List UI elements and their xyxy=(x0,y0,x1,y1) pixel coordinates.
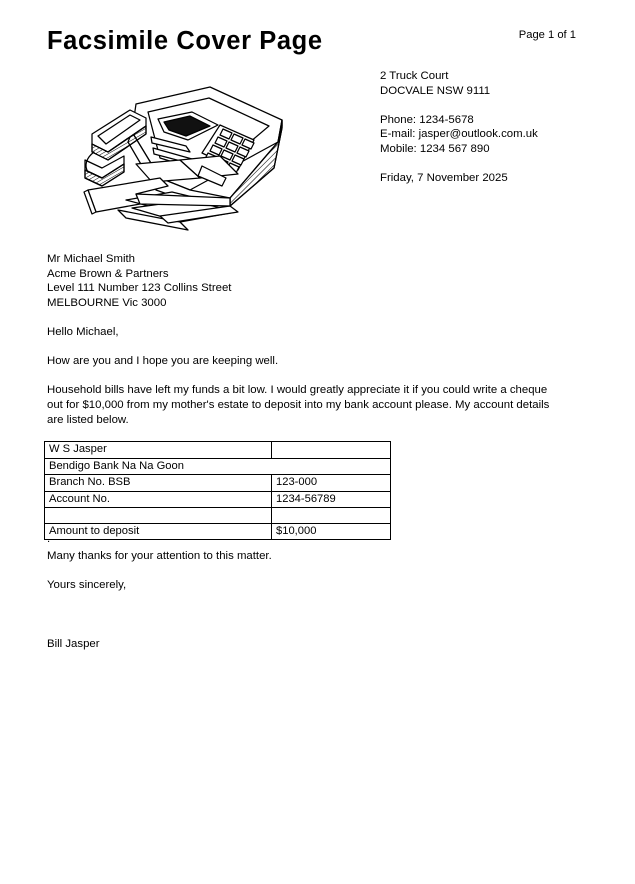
recipient-city-state-postcode: MELBOURNE Vic 3000 xyxy=(47,296,167,309)
body-paragraph-3: Many thanks for your attention to this matter. xyxy=(47,550,272,562)
letter-closing xyxy=(47,549,467,607)
sender-address-block xyxy=(380,69,610,186)
table-cell-label: Amount to deposit xyxy=(45,523,272,540)
recipient-name: Mr Michael Smith xyxy=(47,253,135,265)
table-cell-label: Bendigo Bank Na Na Goon xyxy=(45,458,272,475)
spacer xyxy=(380,98,610,113)
recipient-address-block xyxy=(47,252,377,310)
table-cell-value xyxy=(272,508,391,524)
sender-address-line2: DOCVALE NSW 9111 xyxy=(380,84,491,97)
table-row xyxy=(45,475,391,492)
body-paragraph-1: How are you and I hope you are keeping well. xyxy=(47,355,279,368)
table-cell-value xyxy=(272,442,391,459)
table-row xyxy=(45,523,391,540)
table-cell-label: W S Jasper xyxy=(45,442,272,459)
table-cell-label: Branch No. BSB xyxy=(45,475,272,492)
page-count-label: Page 1 of 1 xyxy=(518,29,576,41)
table-row xyxy=(45,442,391,459)
table-cell-value: 1234-56789 xyxy=(272,491,391,508)
table-cell-value: $10,000 xyxy=(272,523,391,540)
table-row xyxy=(45,491,391,508)
signature-name: Bill Jasper xyxy=(47,638,100,650)
letter-body xyxy=(47,325,552,427)
sender-address-line1: 2 Truck Court xyxy=(380,70,449,82)
table-cell-value: 123-000 xyxy=(272,475,391,492)
bank-details-table-body xyxy=(45,442,391,540)
recipient-address: Level 111 Number 123 Collins Street xyxy=(47,282,232,295)
table-cell-label xyxy=(45,508,272,524)
sender-email: E-mail: jasper@outlook.com.uk xyxy=(380,128,538,141)
bank-details-table xyxy=(44,441,374,540)
sign-off: Yours sincerely, xyxy=(47,579,127,592)
page-title: Facsimile Cover Page xyxy=(47,27,323,55)
document-date: Friday, 7 November 2025 xyxy=(380,172,508,185)
table-row-empty xyxy=(45,508,391,524)
sender-phone: Phone: 1234-5678 xyxy=(380,113,474,126)
table-cell-value xyxy=(272,458,391,475)
fax-machine-icon xyxy=(40,82,285,237)
table-cell-label: Account No. xyxy=(45,491,272,508)
stray-mark: . xyxy=(47,533,51,545)
body-paragraph-2: Household bills have left my funds a bit low. I would greatly appreciate it if you could write a cheque out for $10,000 from my mother's estate to deposit into my bank account please. My account details are listed below. xyxy=(47,384,550,426)
sender-mobile: Mobile: 1234 567 890 xyxy=(380,142,490,155)
table-row xyxy=(45,458,391,475)
recipient-company: Acme Brown & Partners xyxy=(47,267,169,280)
spacer xyxy=(380,157,610,172)
salutation: Hello Michael, xyxy=(47,326,119,338)
